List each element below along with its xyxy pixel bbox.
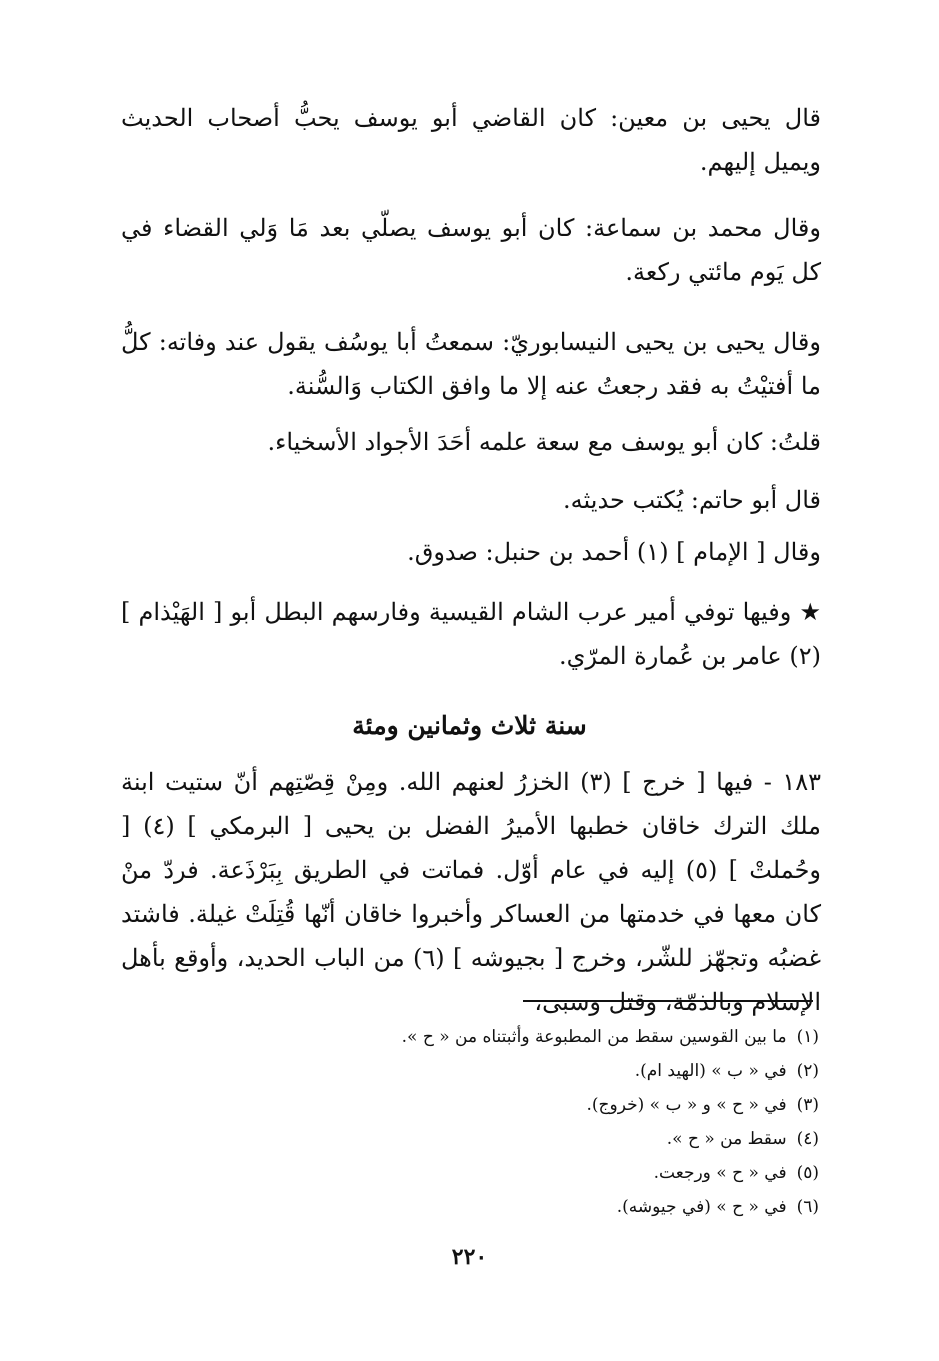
footnote-number: (١) bbox=[796, 1027, 819, 1047]
paragraph-abu-hatim: قال أبو حاتم: يُكتب حديثه. bbox=[563, 486, 821, 514]
footnote-item bbox=[119, 1156, 819, 1190]
footnote-text: سقط من « ح ». bbox=[666, 1129, 787, 1149]
paragraph-qultu: قلتُ: كان أبو يوسف مع سعة علمه أحَدَ الأجواد الأسخياء. bbox=[267, 428, 821, 456]
footnote-number: (٥) bbox=[796, 1163, 819, 1183]
footnotes-list bbox=[119, 1020, 819, 1224]
section-heading: سنة ثلاث وثمانين ومئة bbox=[352, 711, 587, 740]
paragraph-yahya-ibn-maeen: قال يحيى بن معين: كان القاضي أبو يوسف يحبُّ أصحاب الحديث ويميل إليهم. bbox=[121, 104, 821, 176]
page-number: ٢٢٠ bbox=[451, 1244, 488, 1270]
footnote-number: (٤) bbox=[796, 1129, 819, 1149]
footnote-number: (٣) bbox=[796, 1095, 819, 1115]
footnote-number: (٦) bbox=[796, 1197, 819, 1217]
footnote-item bbox=[119, 1088, 819, 1122]
paragraph-muhammad-ibn-samaa: وقال محمد بن سماعة: كان أبو يوسف يصلّي بعد مَا وَلي القضاء في كل يَوم مائتي ركعة. bbox=[121, 214, 821, 286]
footnote-item bbox=[119, 1122, 819, 1156]
footnote-number: (٢) bbox=[796, 1061, 819, 1081]
footnote-item bbox=[119, 1190, 819, 1224]
paragraph-ahmad-ibn-hanbal: وقال [ الإمام ] (١) أحمد بن حنبل: صدوق. bbox=[407, 538, 821, 566]
footnote-text: في « ح » ورجعت. bbox=[653, 1163, 787, 1183]
paragraph-death-notice: ★ وفيها توفي أمير عرب الشام القيسية وفارسهم البطل أبو [ الهَيْذام ] (٢) عامر بن عُمارة المرّي. bbox=[121, 598, 821, 670]
footnote-text: في « ح » و « ب » (خروج). bbox=[586, 1095, 787, 1115]
footnote-item bbox=[119, 1054, 819, 1088]
footnote-text: ما بين القوسين سقط من المطبوعة وأثبتناه من « ح ». bbox=[401, 1027, 787, 1047]
paragraph-year-183: ١٨٣ - فيها [ خرج ] (٣) الخزرُ لعنهم الله. ومِنْ قِصّتِهم أنّ ستيت ابنة ملك الترك خاقان خطبها الأميرُ الفضل بن يحيى [ البرمكي ] (٤) [ وحُملتْ ] (٥) إليه في عام أوّل. فماتت في الطريق بِبَرْذَعة. فردّ منْ كان معها في خدمتها من العساكر وأخبروا خاقان أنّها قُتِلَتْ غيلة. فاشتد غضبُه وتجهّز للشّر، وخرج [ بجيوشه ] (٦) من الباب الحديد، وأوقع بأهل الإسلام وبالذمّة، وقتل وسبى، bbox=[121, 768, 822, 1016]
footnote-item bbox=[119, 1020, 819, 1054]
footnote-text: في « ب » (الهيد ام). bbox=[634, 1061, 787, 1081]
paragraph-yahya-nisaburi: وقال يحيى بن يحيى النيسابوريّ: سمعتُ أبا يوسُف يقول عند وفاته: كلُّ ما أفتيْتُ به فقد رجعتُ عنه إلا ما وافق الكتاب وَالسُّنة. bbox=[121, 328, 821, 400]
footnote-divider bbox=[523, 1000, 813, 1002]
footnote-text: في « ح » (في جيوشه). bbox=[616, 1197, 787, 1217]
